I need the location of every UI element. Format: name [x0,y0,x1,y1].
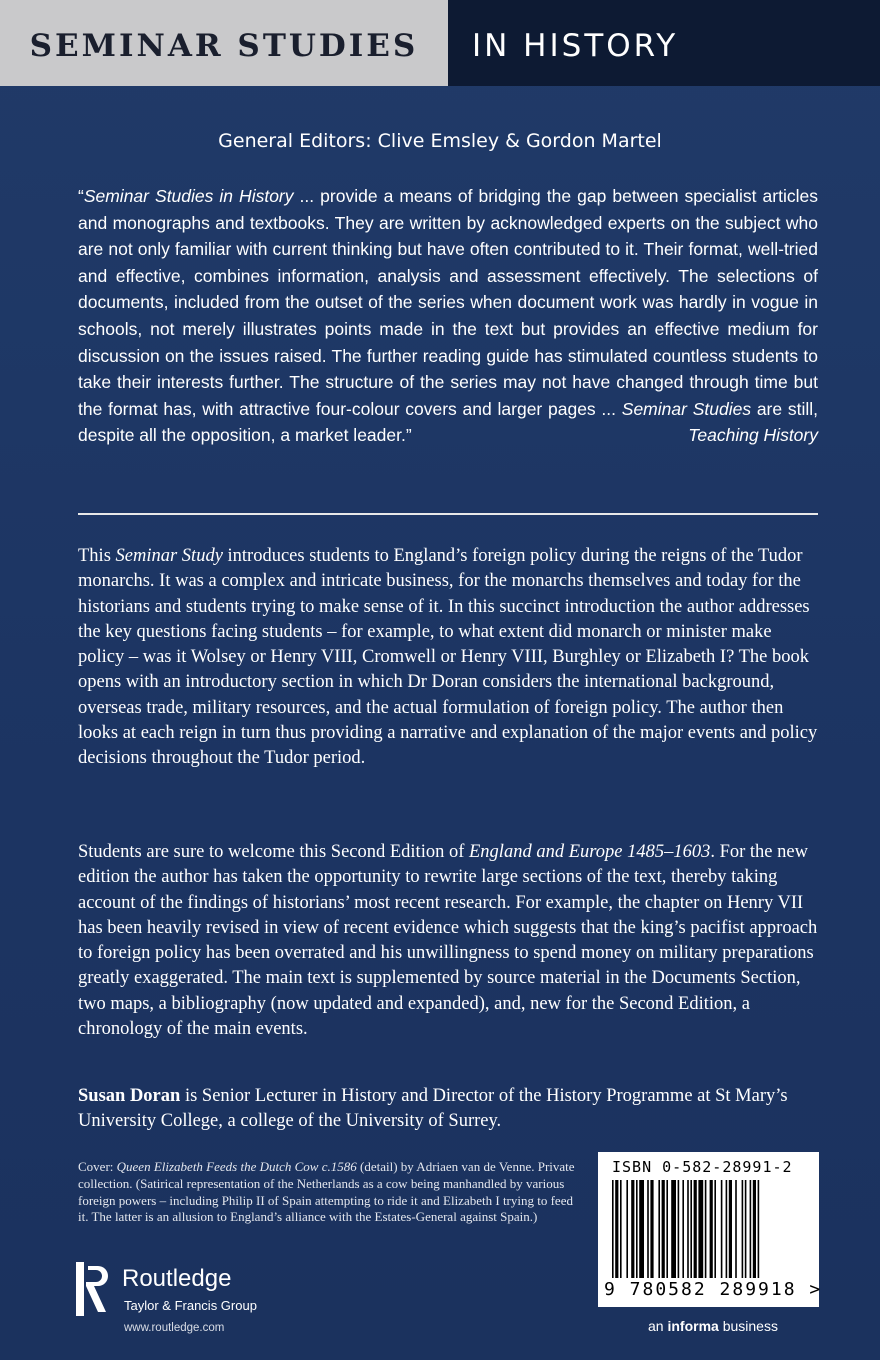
routledge-logo [76,1262,336,1318]
author-name: Susan Doran [78,1086,181,1106]
series-title: SEMINAR STUDIES [29,28,419,64]
banner-left [0,0,448,86]
informa-tagline: an informa business [648,1318,778,1334]
publisher-url[interactable]: www.routledge.com [124,1322,225,1334]
quote-source: Teaching History [688,425,818,446]
review-quote: “Seminar Studies in History ... provide a means of bridging the gap between specialist articles and monographs and textbooks. They are written by acknowledged experts on the subject who are not only familiar with current thinking but have often contributed to it. Their format, well-tried and effective, combines information, analysis and assessment effectively. The selections of documents, included from the outset of the series when document work was hardly in vogue in schools, not merely illustrates points made in the text but provides an effective medium for discussion on the issues raised. The further reading guide has stimulated countless students to take their interests further. The structure of the series may not have changed through time but the format has, with attractive four-colour covers and larger pages ... Seminar Studies are still, despite all the opposition, a market leader.” Teaching History [78,183,818,449]
series-banner [0,0,880,86]
publisher-name: Routledge [122,1265,232,1292]
cover-credit: Cover: Queen Elizabeth Feeds the Dutch Cow c.1586 (detail) by Adriaen van de Venne. Private collection. (Satirical representation of the Netherlands as a cow being manhandled by various foreign powers – including Philip II of Spain attempting to ride it and Elizabeth I trying to feed it. The latter is an allusion to England’s alliance with the Estates-General against Spain.) [78,1159,575,1225]
description-paragraph-1: This Seminar Study introduces students to England’s foreign policy during the reigns of the Tudor monarchs. It was a complex and intricate business, for the monarchs themselves and today for the historians and students trying to make sense of it. In this succinct introduction the author addresses the key questions facing students – for example, to what extent did monarch or minister make policy – was it Wolsey or Henry VIII, Cromwell or Henry VIII, Burghley or Elizabeth I? The book opens with an introductory section in which Dr Doran considers the international background, overseas trade, military resources, and the actual formulation of foreign policy. The author then looks at each reign in turn thus providing a narrative and explanation of the major events and policy decisions throughout the Tudor period. [78,546,818,769]
series-subtitle: IN HISTORY [472,28,679,64]
author-bio: Susan Doran is Senior Lecturer in History and Director of the History Programme at St Mary’s University College, a college of the University of Surrey. [78,1086,788,1132]
description-paragraph-2: Students are sure to welcome this Second Edition of England and Europe 1485–1603. For the new edition the author has taken the opportunity to rewrite large sections of the text, thereby taking account of the findings of historians’ most recent research. For example, the chapter on Henry VII has been heavily revised in view of recent evidence which suggests that the king’s pacifist approach to foreign policy has been overrated and his unwillingness to spend money on military preparations greatly exaggerated. The main text is supplemented by source material in the Documents Section, two maps, a bibliography (now updated and expanded), and, new for the Second Edition, a chronology of the main events. [78,842,818,1040]
banner-right [448,0,880,86]
publisher-group: Taylor & Francis Group [124,1298,257,1313]
divider-rule [78,513,818,515]
ean-number: 9 780582 289918 > [604,1279,823,1300]
general-editors: General Editors: Clive Emsley & Gordon Martel [218,130,662,152]
routledge-r-icon [76,1262,110,1316]
quote-series-title: Seminar Studies in History [83,186,294,206]
barcode [598,1152,823,1307]
barcode-bars-icon [612,1180,808,1278]
isbn-text: ISBN 0-582-28991-2 [612,1158,793,1176]
